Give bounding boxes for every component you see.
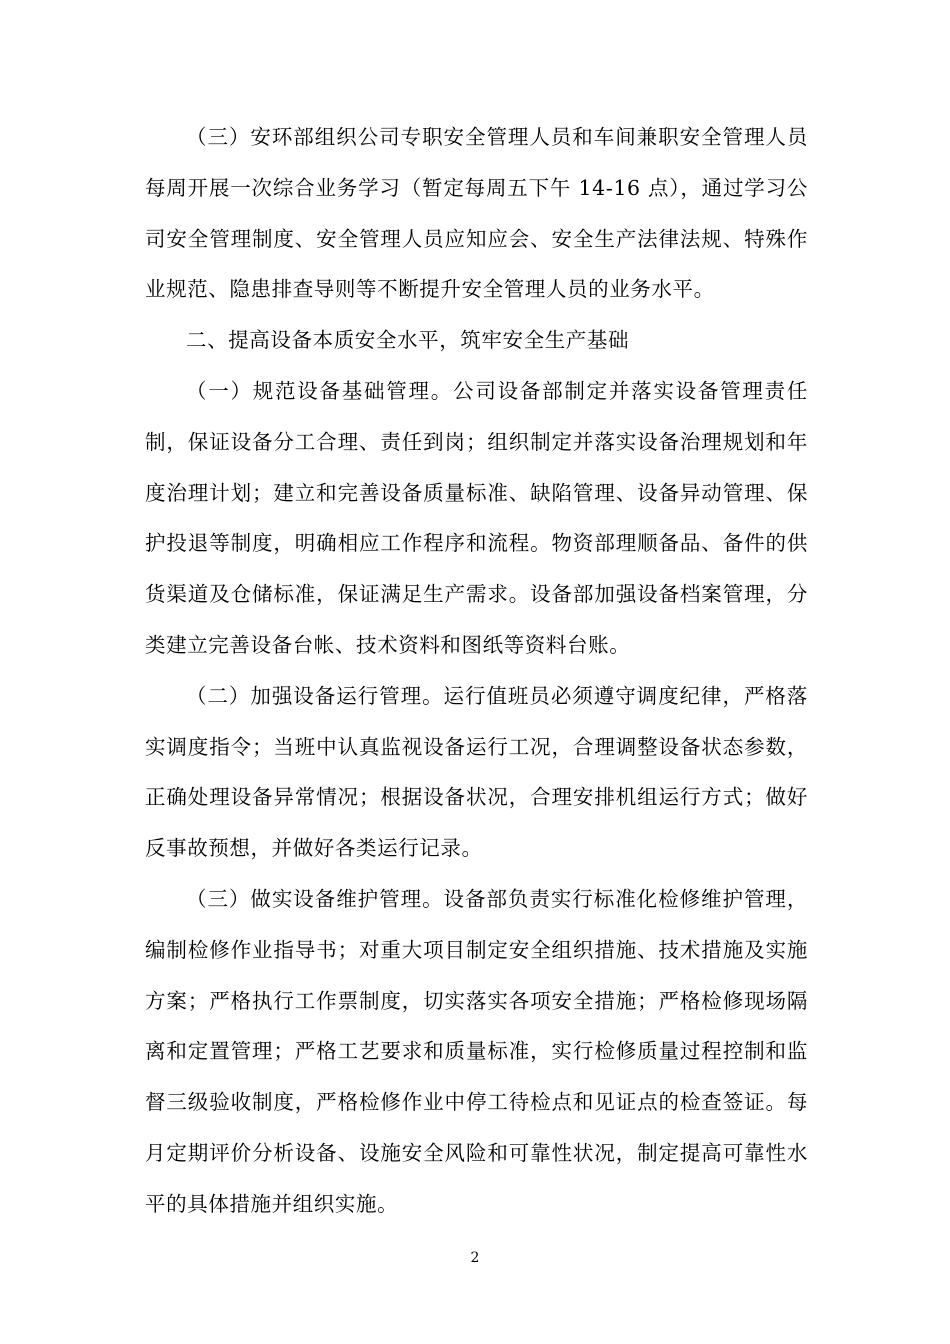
paragraph-safety-training: （三）安环部组织公司专职安全管理人员和车间兼职安全管理人员每周开展一次综合业务学习（暂定每周五下午 14-16 点），通过学习公司安全管理制度、安全管理人员应知应会、安全生产法律法规、特殊作业规范、隐患排查导则等不断提升安全管理人员的业务水平。 [145,125,808,302]
page-number: 2 [470,1250,480,1266]
paragraph-equipment-maintenance-management: （三）做实设备维护管理。设备部负责实行标准化检修维护管理，编制检修作业指导书；对重大项目制定安全组织措施、技术措施及实施方案；严格执行工作票制度，切实落实各项安全措施；严格检修现场隔离和定置管理；严格工艺要求和质量标准，实行检修质量过程控制和监督三级验收制度，严格检修作业中停工待检点和见证点的检查签证。每月定期评价分析设备、设施安全风险和可靠性状况，制定提高可靠性水平的具体措施并组织实施。 [145,886,808,1216]
document-body [145,112,808,1230]
section-heading-equipment-safety: 二、提高设备本质安全水平，筑牢安全生产基础 [186,328,630,353]
paragraph-equipment-operation-management: （二）加强设备运行管理。运行值班员必须遵守调度纪律，严格落实调度指令；当班中认真监视设备运行工况，合理调整设备状态参数，正确处理设备异常情况；根据设备状况，合理安排机组运行方式；做好反事故预想，并做好各类运行记录。 [145,683,808,861]
paragraph-equipment-basic-management: （一）规范设备基础管理。公司设备部制定并落实设备管理责任制，保证设备分工合理、责任到岗；组织制定并落实设备治理规划和年度治理计划；建立和完善设备质量标准、缺陷管理、设备异动管理、保护投退等制度，明确相应工作程序和流程。物资部理顺备品、备件的供货渠道及仓储标准，保证满足生产需求。设备部加强设备档案管理，分类建立完善设备台帐、技术资料和图纸等资料台账。 [145,378,808,657]
